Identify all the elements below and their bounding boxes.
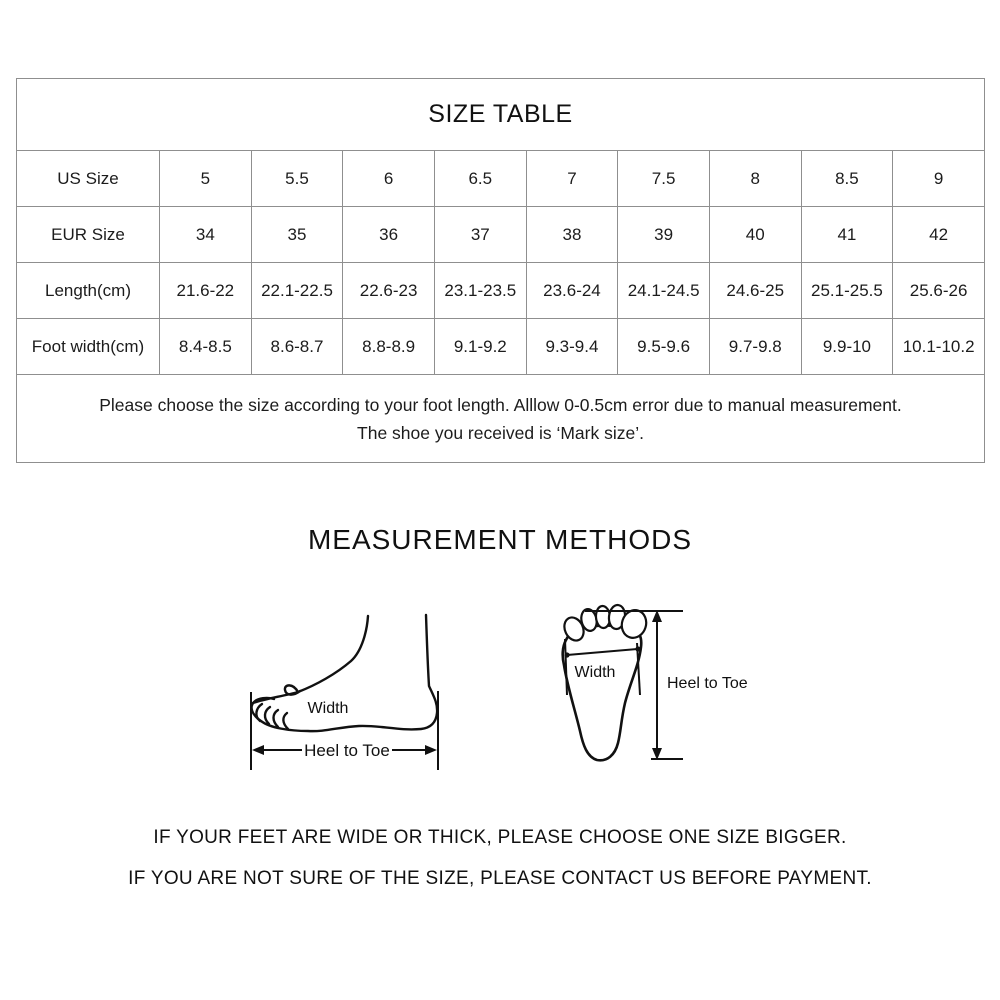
- table-cell: 37: [434, 207, 526, 263]
- arrow-right-icon: [425, 745, 437, 755]
- table-cell: 36: [343, 207, 435, 263]
- table-cell: 35: [251, 207, 343, 263]
- table-cell: 9.1-9.2: [434, 319, 526, 375]
- table-cell: 7: [526, 151, 618, 207]
- table-cell: 8: [709, 151, 801, 207]
- size-note-line2: The shoe you received is ‘Mark size’.: [357, 422, 644, 443]
- table-cell: 25.6-26: [893, 263, 985, 319]
- size-table: [16, 78, 985, 463]
- sole-heel-to-toe-label: Heel to Toe: [667, 675, 748, 692]
- foot-sole-view-drawing: [545, 585, 775, 785]
- table-row-eur-size: [17, 207, 985, 263]
- table-cell: 10.1-10.2: [893, 319, 985, 375]
- table-cell: 38: [526, 207, 618, 263]
- side-heel-to-toe-label: Heel to Toe: [304, 741, 390, 760]
- table-cell: 23.6-24: [526, 263, 618, 319]
- table-cell: 41: [801, 207, 893, 263]
- table-cell: 9.3-9.4: [526, 319, 618, 375]
- table-cell: 8.5: [801, 151, 893, 207]
- footer-advisory-wide-feet: IF YOUR FEET ARE WIDE OR THICK, PLEASE CHOOSE ONE SIZE BIGGER.: [153, 827, 847, 848]
- table-cell: 22.6-23: [343, 263, 435, 319]
- table-cell: 25.1-25.5: [801, 263, 893, 319]
- table-cell: 8.8-8.9: [343, 319, 435, 375]
- table-cell: 5: [160, 151, 252, 207]
- foot-side-view-diagram: [240, 585, 470, 790]
- sole-width-label: Width: [574, 664, 616, 681]
- table-cell: 21.6-22: [160, 263, 252, 319]
- side-width-label: Width: [307, 700, 349, 717]
- table-cell: 24.6-25: [709, 263, 801, 319]
- table-cell: 9.7-9.8: [709, 319, 801, 375]
- foot-side-view-drawing: [240, 585, 470, 785]
- table-cell: 22.1-22.5: [251, 263, 343, 319]
- size-table-title-row: [17, 79, 985, 151]
- table-row-length: [17, 263, 985, 319]
- table-cell: 9.5-9.6: [618, 319, 710, 375]
- table-cell: 42: [893, 207, 985, 263]
- table-cell: 23.1-23.5: [434, 263, 526, 319]
- table-cell: 7.5: [618, 151, 710, 207]
- measurement-methods-title: MEASUREMENT METHODS: [307, 524, 693, 555]
- size-note: [17, 375, 985, 463]
- row-label-foot-width: Foot width(cm): [17, 319, 160, 375]
- table-cell: 34: [160, 207, 252, 263]
- table-cell: 39: [618, 207, 710, 263]
- arrow-left-icon: [252, 745, 264, 755]
- size-note-row: [17, 375, 985, 463]
- table-cell: 5.5: [251, 151, 343, 207]
- table-cell: 24.1-24.5: [618, 263, 710, 319]
- table-row-us-size: [17, 151, 985, 207]
- table-cell: 8.6-8.7: [251, 319, 343, 375]
- foot-sole-view-diagram: [545, 585, 775, 790]
- footer-advisory-contact: IF YOU ARE NOT SURE OF THE SIZE, PLEASE CONTACT US BEFORE PAYMENT.: [128, 868, 872, 889]
- table-cell: 40: [709, 207, 801, 263]
- size-table-title: SIZE TABLE: [17, 79, 985, 151]
- table-cell: 8.4-8.5: [160, 319, 252, 375]
- table-cell: 6: [343, 151, 435, 207]
- row-label-length: Length(cm): [17, 263, 160, 319]
- size-note-line1: Please choose the size according to your foot length. Alllow 0-0.5cm error due to manual measurement.: [99, 394, 902, 415]
- table-cell: 6.5: [434, 151, 526, 207]
- table-cell: 9: [893, 151, 985, 207]
- table-row-foot-width: [17, 319, 985, 375]
- row-label-eur-size: EUR Size: [17, 207, 160, 263]
- row-label-us-size: US Size: [17, 151, 160, 207]
- table-cell: 9.9-10: [801, 319, 893, 375]
